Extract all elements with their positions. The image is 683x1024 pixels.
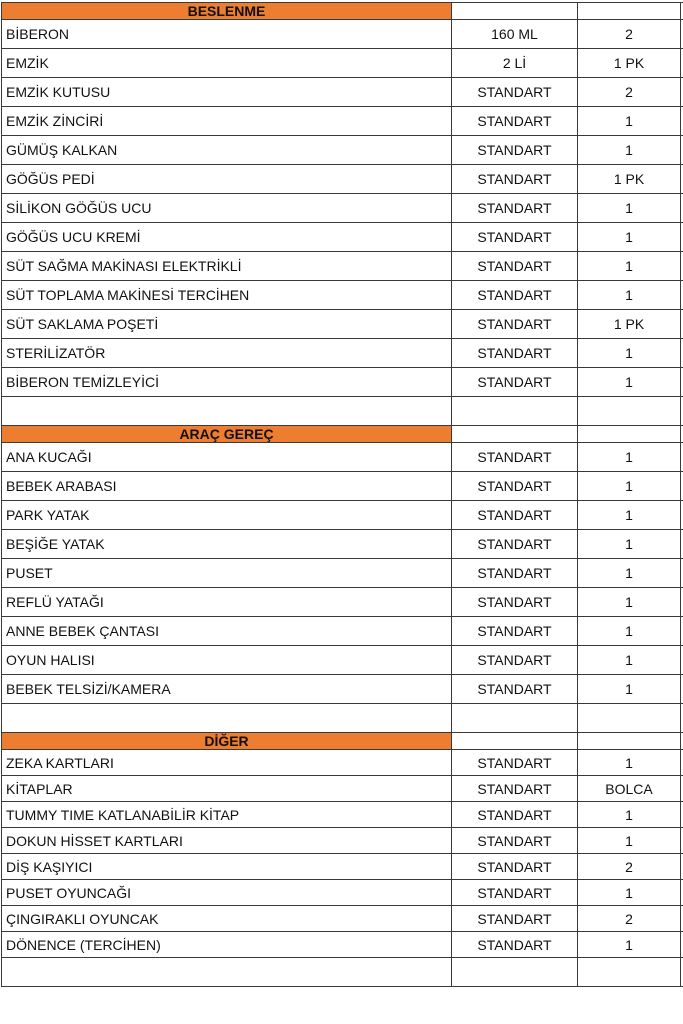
item-quantity-cell[interactable]: 1 xyxy=(578,750,681,776)
empty-cell[interactable] xyxy=(578,426,681,443)
table-row xyxy=(2,20,683,49)
item-quantity-cell[interactable]: 1 xyxy=(578,443,681,472)
blank-row xyxy=(2,397,683,426)
item-quantity-cell[interactable]: 1 PK xyxy=(578,165,681,194)
item-size-cell[interactable]: STANDART xyxy=(452,932,578,958)
item-size-cell[interactable]: STANDART xyxy=(452,588,578,617)
item-size-cell[interactable]: STANDART xyxy=(452,443,578,472)
item-quantity-cell[interactable]: 1 xyxy=(578,646,681,675)
table-row xyxy=(2,588,683,617)
item-size-cell[interactable]: STANDART xyxy=(452,339,578,368)
item-size-cell[interactable]: STANDART xyxy=(452,281,578,310)
item-name-cell[interactable]: ANA KUCAĞI xyxy=(2,443,452,472)
item-quantity-cell[interactable]: 1 xyxy=(578,339,681,368)
item-size-cell[interactable]: STANDART xyxy=(452,472,578,501)
empty-cell[interactable] xyxy=(452,397,578,426)
empty-cell[interactable] xyxy=(578,3,681,20)
item-name-cell[interactable]: EMZİK ZİNCİRİ xyxy=(2,107,452,136)
item-name-cell[interactable]: ZEKA KARTLARI xyxy=(2,750,452,776)
item-size-cell[interactable]: 160 ML xyxy=(452,20,578,49)
table-row xyxy=(2,368,683,397)
blank-row xyxy=(2,704,683,733)
item-size-cell[interactable]: 2 Lİ xyxy=(452,49,578,78)
item-name-cell[interactable]: BEBEK ARABASI xyxy=(2,472,452,501)
item-quantity-cell[interactable]: 2 xyxy=(578,906,681,932)
item-name-cell[interactable]: SÜT SAĞMA MAKİNASI ELEKTRİKLİ xyxy=(2,252,452,281)
item-name-cell[interactable]: BİBERON xyxy=(2,20,452,49)
item-name-cell[interactable]: DÖNENCE (TERCİHEN) xyxy=(2,932,452,958)
section-title[interactable]: ARAÇ GEREÇ xyxy=(2,426,452,443)
table-row xyxy=(2,617,683,646)
empty-cell[interactable] xyxy=(452,958,578,987)
table-row xyxy=(2,646,683,675)
item-name-cell[interactable]: ÇINGIRAKLI OYUNCAK xyxy=(2,906,452,932)
item-quantity-cell[interactable]: 1 xyxy=(578,501,681,530)
item-quantity-cell[interactable]: 1 xyxy=(578,530,681,559)
item-name-cell[interactable]: EMZİK KUTUSU xyxy=(2,78,452,107)
table-row xyxy=(2,530,683,559)
empty-cell[interactable] xyxy=(452,733,578,750)
item-size-cell[interactable]: STANDART xyxy=(452,646,578,675)
table-row xyxy=(2,443,683,472)
section-header-row xyxy=(2,3,683,20)
table-row xyxy=(2,252,683,281)
item-name-cell[interactable]: ANNE BEBEK ÇANTASI xyxy=(2,617,452,646)
empty-cell[interactable] xyxy=(578,397,681,426)
empty-cell[interactable] xyxy=(452,426,578,443)
table-row xyxy=(2,49,683,78)
item-quantity-cell[interactable]: 2 xyxy=(578,78,681,107)
item-name-cell[interactable]: GÖĞÜS UCU KREMİ xyxy=(2,223,452,252)
section-title[interactable]: BESLENME xyxy=(2,3,452,20)
item-size-cell[interactable]: STANDART xyxy=(452,675,578,704)
table-row xyxy=(2,165,683,194)
item-name-cell[interactable]: SİLİKON GÖĞÜS UCU xyxy=(2,194,452,223)
item-size-cell[interactable]: STANDART xyxy=(452,165,578,194)
item-quantity-cell[interactable]: 1 xyxy=(578,107,681,136)
table-row xyxy=(2,194,683,223)
item-name-cell[interactable]: BEBEK TELSİZİ/KAMERA xyxy=(2,675,452,704)
item-size-cell[interactable]: STANDART xyxy=(452,194,578,223)
item-quantity-cell[interactable]: 1 xyxy=(578,559,681,588)
checklist-body xyxy=(2,3,683,987)
empty-cell[interactable] xyxy=(578,733,681,750)
item-quantity-cell[interactable]: 1 xyxy=(578,368,681,397)
table-row xyxy=(2,776,683,802)
table-row xyxy=(2,932,683,958)
item-size-cell[interactable]: STANDART xyxy=(452,750,578,776)
item-size-cell[interactable]: STANDART xyxy=(452,368,578,397)
section-title[interactable]: DİĞER xyxy=(2,733,452,750)
item-quantity-cell[interactable]: 1 xyxy=(578,675,681,704)
item-size-cell[interactable]: STANDART xyxy=(452,252,578,281)
table-row xyxy=(2,136,683,165)
empty-cell[interactable] xyxy=(452,704,578,733)
item-quantity-cell[interactable]: 1 xyxy=(578,932,681,958)
item-size-cell[interactable]: STANDART xyxy=(452,906,578,932)
table-row xyxy=(2,310,683,339)
item-name-cell[interactable]: DOKUN HİSSET KARTLARI xyxy=(2,828,452,854)
item-size-cell[interactable]: STANDART xyxy=(452,136,578,165)
empty-cell[interactable] xyxy=(2,958,452,987)
checklist-table xyxy=(1,2,683,987)
section-header-row xyxy=(2,733,683,750)
item-name-cell[interactable]: STERİLİZATÖR xyxy=(2,339,452,368)
item-size-cell[interactable]: STANDART xyxy=(452,310,578,339)
table-row xyxy=(2,880,683,906)
empty-cell[interactable] xyxy=(578,704,681,733)
item-quantity-cell[interactable]: 1 xyxy=(578,472,681,501)
item-quantity-cell[interactable]: 1 PK xyxy=(578,310,681,339)
blank-row xyxy=(2,958,683,987)
item-quantity-cell[interactable]: 1 xyxy=(578,828,681,854)
table-row xyxy=(2,750,683,776)
item-name-cell[interactable]: SÜT TOPLAMA MAKİNESİ TERCİHEN xyxy=(2,281,452,310)
item-name-cell[interactable]: REFLÜ YATAĞI xyxy=(2,588,452,617)
item-quantity-cell[interactable]: 1 xyxy=(578,136,681,165)
item-size-cell[interactable]: STANDART xyxy=(452,854,578,880)
table-row xyxy=(2,802,683,828)
item-name-cell[interactable]: GÜMÜŞ KALKAN xyxy=(2,136,452,165)
item-quantity-cell[interactable]: BOLCA xyxy=(578,776,681,802)
table-row xyxy=(2,559,683,588)
empty-cell[interactable] xyxy=(578,958,681,987)
empty-cell[interactable] xyxy=(2,397,452,426)
item-size-cell[interactable]: STANDART xyxy=(452,78,578,107)
table-row xyxy=(2,828,683,854)
item-size-cell[interactable]: STANDART xyxy=(452,880,578,906)
item-size-cell[interactable]: STANDART xyxy=(452,617,578,646)
item-size-cell[interactable]: STANDART xyxy=(452,828,578,854)
item-size-cell[interactable]: STANDART xyxy=(452,559,578,588)
item-quantity-cell[interactable]: 1 xyxy=(578,880,681,906)
table-row xyxy=(2,78,683,107)
item-name-cell[interactable]: OYUN HALISI xyxy=(2,646,452,675)
table-row xyxy=(2,675,683,704)
table-row xyxy=(2,472,683,501)
item-name-cell[interactable]: KİTAPLAR xyxy=(2,776,452,802)
item-size-cell[interactable]: STANDART xyxy=(452,776,578,802)
item-quantity-cell[interactable]: 1 xyxy=(578,802,681,828)
item-quantity-cell[interactable]: 1 xyxy=(578,588,681,617)
item-size-cell[interactable]: STANDART xyxy=(452,802,578,828)
item-quantity-cell[interactable]: 1 xyxy=(578,223,681,252)
item-quantity-cell[interactable]: 1 xyxy=(578,194,681,223)
item-name-cell[interactable]: GÖĞÜS PEDİ xyxy=(2,165,452,194)
table-row xyxy=(2,107,683,136)
item-name-cell[interactable]: PUSET xyxy=(2,559,452,588)
item-name-cell[interactable]: BEŞİĞE YATAK xyxy=(2,530,452,559)
item-size-cell[interactable]: STANDART xyxy=(452,107,578,136)
item-name-cell[interactable]: BİBERON TEMİZLEYİCİ xyxy=(2,368,452,397)
table-row xyxy=(2,906,683,932)
item-quantity-cell[interactable]: 1 xyxy=(578,281,681,310)
item-quantity-cell[interactable]: 1 xyxy=(578,617,681,646)
item-quantity-cell[interactable]: 1 xyxy=(578,252,681,281)
table-row xyxy=(2,501,683,530)
empty-cell[interactable] xyxy=(452,3,578,20)
table-row xyxy=(2,281,683,310)
section-header-row xyxy=(2,426,683,443)
empty-cell[interactable] xyxy=(2,704,452,733)
item-name-cell[interactable]: EMZİK xyxy=(2,49,452,78)
table-row xyxy=(2,223,683,252)
table-row xyxy=(2,854,683,880)
item-quantity-cell[interactable]: 2 xyxy=(578,854,681,880)
item-name-cell[interactable]: SÜT SAKLAMA POŞETİ xyxy=(2,310,452,339)
item-name-cell[interactable]: PUSET OYUNCAĞI xyxy=(2,880,452,906)
item-quantity-cell[interactable]: 2 xyxy=(578,20,681,49)
item-name-cell[interactable]: PARK YATAK xyxy=(2,501,452,530)
item-size-cell[interactable]: STANDART xyxy=(452,501,578,530)
table-row xyxy=(2,339,683,368)
item-name-cell[interactable]: DİŞ KAŞIYICI xyxy=(2,854,452,880)
item-name-cell[interactable]: TUMMY TIME KATLANABİLİR KİTAP xyxy=(2,802,452,828)
item-size-cell[interactable]: STANDART xyxy=(452,530,578,559)
item-quantity-cell[interactable]: 1 PK xyxy=(578,49,681,78)
item-size-cell[interactable]: STANDART xyxy=(452,223,578,252)
